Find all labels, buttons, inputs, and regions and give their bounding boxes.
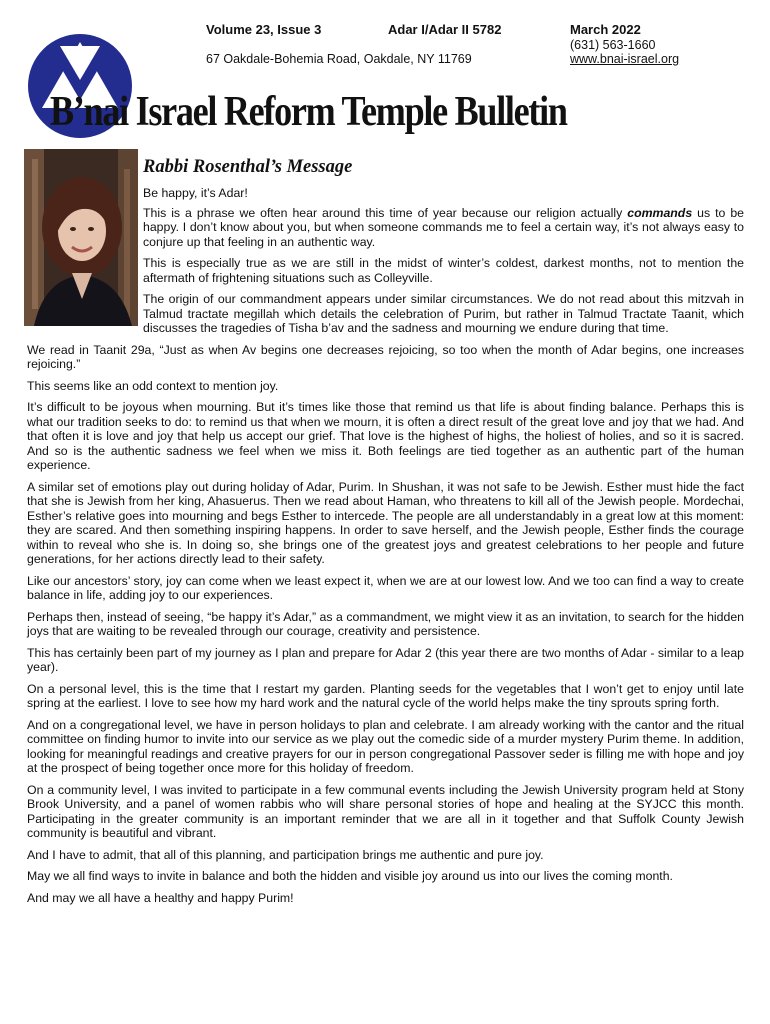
paragraph: We read in Taanit 29a, “Just as when Av begins one decreases rejoicing, so too when the month of Adar begins, one increases rejoicing.” <box>27 342 744 371</box>
paragraph: And I have to admit, that all of this planning, and participation brings me authentic and pure joy. <box>27 847 544 862</box>
bulletin-masthead: B’nai Israel Reform Temple Bulletin <box>50 89 567 135</box>
volume-issue: Volume 23, Issue 3 <box>206 22 322 37</box>
rabbi-message-article <box>27 156 744 912</box>
paragraph: On a community level, I was invited to participate in a few communal events including the Jewish University program held at Stony Brook University, and a panel of women rabbis who will share personal stories of hope and healing at the SYJCC this month. Participating in the greater community is an important reminder that we are all in it together and that Suffolk County Jewish community is beautiful and vibrant. <box>27 782 744 840</box>
address: 67 Oakdale-Bohemia Road, Oakdale, NY 11769 <box>206 52 472 66</box>
article-title: Rabbi Rosenthal’s Message <box>143 157 353 177</box>
paragraph: This seems like an odd context to mention joy. <box>27 378 279 393</box>
paragraph: This is especially true as we are still in the midst of winter’s coldest, darkest months, not to mention the aftermath of frightening situations such as Colleyville. <box>143 256 744 285</box>
paragraph: On a personal level, this is the time that I restart my garden. Planting seeds for the vegetables that I won’t get to enjoy until late spring at the earliest. I love to see how my hard work and the natural cycle of the world helps make the tiny sprouts spring forth. <box>27 681 744 710</box>
paragraph: The origin of our commandment appears under similar circumstances. We do not read about this mitzvah in Talmud tractate megillah which details the celebration of Purim, but rather in Talmud Tractate Taanit, which discusses the tragedies of Tisha b’av and the sadness and mourning we endure during that time. <box>143 292 744 335</box>
paragraph: This has certainly been part of my journey as I plan and prepare for Adar 2 (this year there are two months of Adar - similar to a leap year). <box>27 645 744 674</box>
paragraph: This is a phrase we often hear around this time of year because our religion actually commands us to be happy. I don’t know about you, but when someone commands me to feel a certain way, it’s not always easy to conjure up that feeling in an authentic way. <box>143 205 744 249</box>
paragraph: And may we all have a healthy and happy Purim! <box>27 890 294 905</box>
paragraph: A similar set of emotions play out during holiday of Adar, Purim. In Shushan, it was not safe to be Jewish. Esther must hide the fact that she is Jewish from her king, Ahasuerus. Then we read about Haman, who threatens to kill all of the Jewish people. Mordechai, Esther’s relative goes into mourning and begs Esther to intercede. The people are all understandably in a great low at this moment: they are scared. And then something inspiring happens. In order to save herself, and the Jewish people, Esther finds the courage within to reveal who she is. In doing so, she brings one of the greatest joys and greatest celebrations to her people and future generations, for her actions directly lead to their safety. <box>27 479 744 566</box>
paragraph: Perhaps then, instead of seeing, “be happy it’s Adar,” as a commandment, we might view it as an invitation, to search for the hidden joys that are waiting to be revealed through our courage, creativity and persistence. <box>27 609 744 638</box>
paragraph: It’s difficult to be joyous when mourning. But it’s times like those that remind us that life is about finding balance. Perhaps this is what our tradition seeks to do: to remind us that when we mourn, it is often a direct result of the great love and joy that we had. And that often it is love and joy that help us accept our grief. That love is the highest of highs, the holiest of holies, and so it is sacred. And so is the authentic sadness we feel when we miss it. Both feelings are tied together as an authentic part of the human experience. <box>27 400 744 472</box>
paragraph: Be happy, it’s Adar! <box>143 186 248 200</box>
issue-date: March 2022 <box>570 22 641 37</box>
paragraph: May we all find ways to invite in balance and both the hidden and visible joy around us into our lives the coming month. <box>27 869 673 883</box>
phone: (631) 563-1660 <box>570 38 656 52</box>
photo-spacer <box>27 156 143 332</box>
paragraph: Like our ancestors’ story, joy can come when we least expect it, when we are at our lowest low. And we too can find a way to create balance in life, adding joy to our experiences. <box>27 573 744 602</box>
website-link[interactable]: www.bnai-israel.org <box>570 52 680 66</box>
paragraph: And on a congregational level, we have in person holidays to plan and celebrate. I am already working with the cantor and the ritual committee on finding humor to invite into our service as we play out the comedic side of a murder mystery Purim theme. In addition, looking for meaningful readings and creative prayers for our in person congregational Passover seder is filling me with hope and joy at the prospect of being together once more for this holiday of freedom. <box>27 717 744 775</box>
emphasis-commands: commands <box>627 205 693 220</box>
hebrew-date: Adar I/Adar II 5782 <box>388 22 502 37</box>
